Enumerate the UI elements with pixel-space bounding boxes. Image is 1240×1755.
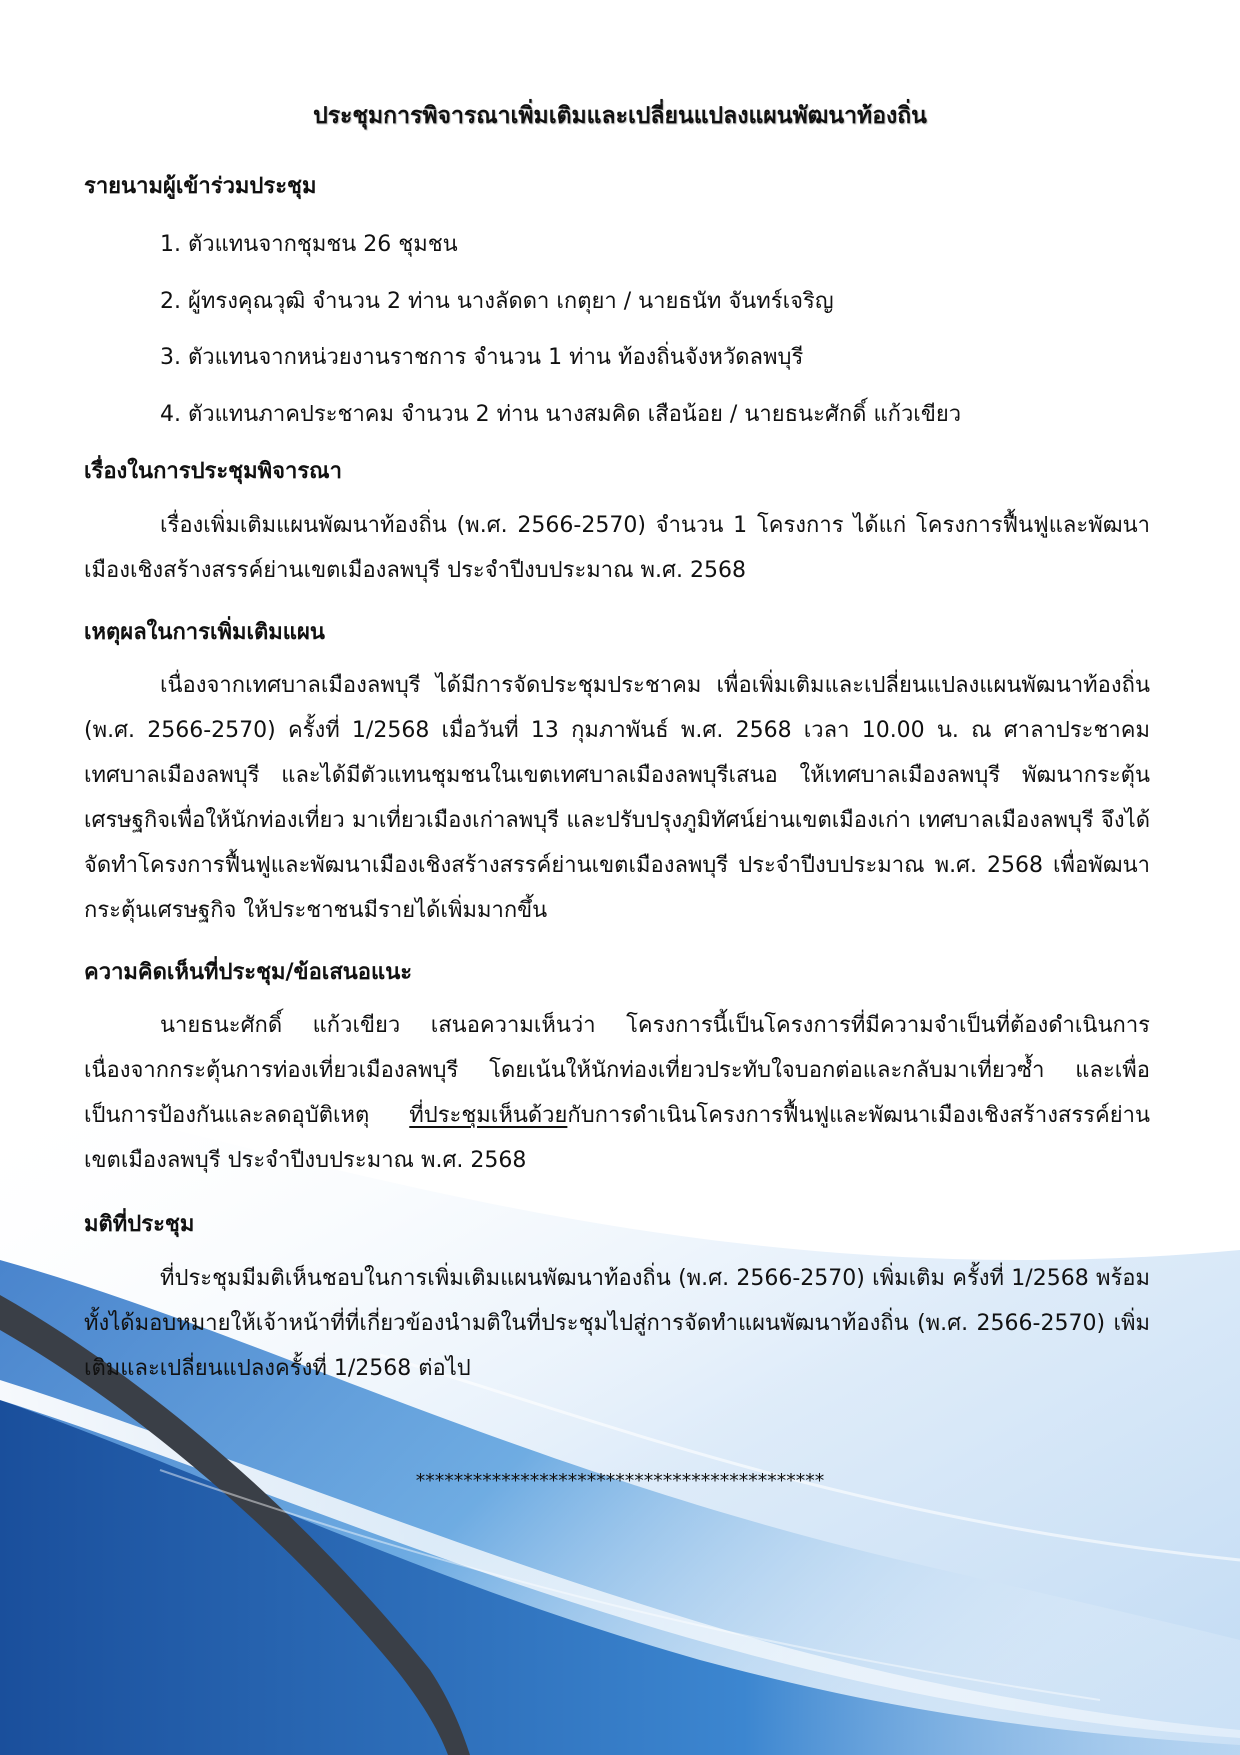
attendees-heading: รายนามผู้เข้าร่วมประชุม [84, 174, 317, 199]
attendee-item: 3. ตัวแทนจากหน่วยงานราชการ จำนวน 1 ท่าน ท้องถิ่นจังหวัดลพบุรี [160, 345, 804, 370]
reason-heading: เหตุผลในการเพิ่มเติมแผน [84, 620, 325, 645]
attendee-item: 1. ตัวแทนจากชุมชน 26 ชุมชน [160, 232, 458, 257]
attendee-item: 4. ตัวแทนภาคประชาคม จำนวน 2 ท่าน นางสมคิด เสือน้อย / นายธนะศักดิ์ แก้วเขียว [160, 402, 962, 427]
agenda-heading: เรื่องในการประชุมพิจารณา [84, 459, 342, 484]
end-marker: ******************************************* [415, 1470, 825, 1492]
reason-text: เนื่องจากเทศบาลเมืองลพบุรี ได้มีการจัดประชุมประชาคม เพื่อเพิ่มเติมและเปลี่ยนแปลงแผนพัฒนาท้องถิ่น (พ.ศ. 2566-2570) ครั้งที่ 1/2568 เมื่อวันที่ 13 กุมภาพันธ์ พ.ศ. 2568 เวลา 10.00 น. ณ ศาลาประชาคมเทศบาลเมืองลพบุรี และได้มีตัวแทนชุมชนในเขตเทศบาลเมืองลพบุรีเสนอ ให้เทศบาลเมืองลพบุรี พัฒนากระตุ้นเศรษฐกิจเพื่อให้นักท่องเที่ยว มาเที่ยวเมืองเก่าลพบุรี และปรับปรุงภูมิทัศน์ย่านเขตเมืองเก่า เทศบาลเมืองลพบุรี จึงได้จัดทำโครงการฟื้นฟูและพัฒนาเมืองเชิงสร้างสรรค์ย่านเขตเมืองลพบุรี ประจำปีงบประมาณ พ.ศ. 2568 เพื่อพัฒนากระตุ้นเศรษฐกิจ ให้ประชาชนมีรายได้เพิ่มมากขึ้น [84, 673, 1150, 923]
opinion-text [84, 1003, 1150, 1183]
attendee-item: 2. ผู้ทรงคุณวุฒิ จำนวน 2 ท่าน นางลัดดา เกตุยา / นายธนัท จันทร์เจริญ [160, 289, 834, 314]
opinion-agreement: ที่ประชุมเห็นด้วย [409, 1103, 568, 1128]
opinion-text-after: กับการดำเนินโครงการฟื้นฟูและพัฒนาเมืองเชิงสร้างสรรค์ย่านเขตเมืองลพบุรี ประจำปีงบประมาณ พ.ศ. 2568 [84, 1103, 1150, 1173]
resolution-heading: มติที่ประชุม [84, 1212, 195, 1237]
opinion-heading: ความคิดเห็นที่ประชุม/ข้อเสนอแนะ [84, 960, 413, 985]
resolution-text: ที่ประชุมมีมติเห็นชอบในการเพิ่มเติมแผนพัฒนาท้องถิ่น (พ.ศ. 2566-2570) เพิ่มเติม ครั้งที่ 1/2568 พร้อมทั้งได้มอบหมายให้เจ้าหน้าที่ที่เกี่ยวข้องนำมติในที่ประชุมไปสู่การจัดทำแผนพัฒนาท้องถิ่น (พ.ศ. 2566-2570) เพิ่มเติมและเปลี่ยนแปลงครั้งที่ 1/2568 ต่อไป [84, 1266, 1150, 1381]
opinion-text-before: นายธนะศักดิ์ แก้วเขียว เสนอความเห็นว่า โครงการนี้เป็นโครงการที่มีความจำเป็นที่ต้องดำเนินการ เนื่องจากกระตุ้นการท่องเที่ยวเมืองลพบุรี โดยเน้นให้นักท่องเที่ยวประทับใจบอกต่อและกลับมาเที่ยวซ้ำ และเพื่อเป็นการป้องกันและลดอุบัติเหตุ [84, 1013, 1150, 1128]
agenda-text: เรื่องเพิ่มเติมแผนพัฒนาท้องถิ่น (พ.ศ. 2566-2570) จำนวน 1 โครงการ ได้แก่ โครงการฟื้นฟูและพัฒนาเมืองเชิงสร้างสรรค์ย่านเขตเมืองลพบุรี ประจำปีงบประมาณ พ.ศ. 2568 [84, 513, 1150, 583]
document-title: ประชุมการพิจารณาเพิ่มเติมและเปลี่ยนแปลงแผนพัฒนาท้องถิ่น [313, 103, 927, 129]
